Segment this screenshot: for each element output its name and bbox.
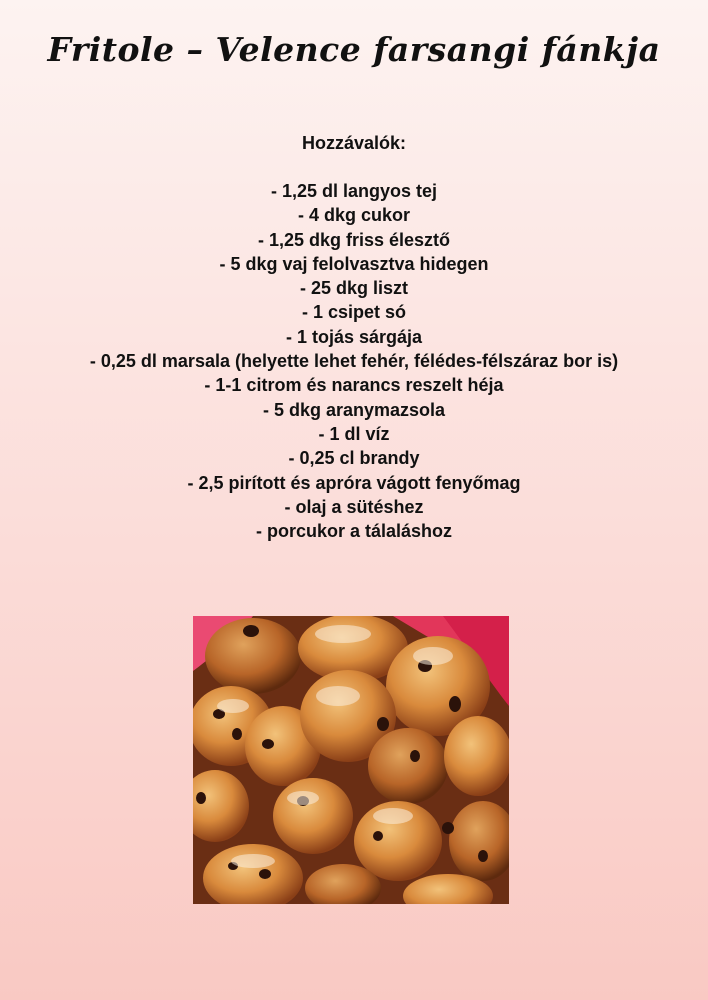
ingredient-item: - 1 csipet só: [301, 302, 407, 323]
ingredient-item: - 1 tojás sárgája: [285, 326, 423, 347]
recipe-title: Fritole – Velence farsangi fánkja: [47, 30, 661, 69]
fried-doughnuts-photo: [193, 616, 509, 904]
ingredient-item: - 5 dkg vaj felolvasztva hidegen: [219, 253, 489, 274]
ingredient-item: - 1,25 dl langyos tej: [270, 181, 438, 201]
ingredient-item: - olaj a sütéshez: [284, 496, 424, 517]
ingredient-item: - 0,25 cl brandy: [288, 448, 420, 469]
ingredients-heading: Hozzávalók:: [301, 133, 407, 153]
ingredient-item: - 2,5 pirított és apróra vágott fenyőmag: [187, 472, 521, 493]
ingredient-item: - 25 dkg liszt: [299, 278, 409, 299]
ingredients-list: [0, 179, 708, 543]
ingredient-item: - 4 dkg cukor: [297, 205, 411, 226]
ingredient-item: - 0,25 dl marsala (helyette lehet fehér, félédes-félszáraz bor is): [89, 351, 619, 372]
ingredient-item: - 1 dl víz: [318, 423, 390, 444]
ingredient-item: - 1,25 dkg friss élesztő: [257, 229, 451, 250]
ingredient-item: - 5 dkg aranymazsola: [262, 399, 446, 420]
ingredient-item: - porcukor a tálaláshoz: [255, 521, 453, 542]
ingredient-item: - 1-1 citrom és narancs reszelt héja: [204, 375, 504, 396]
